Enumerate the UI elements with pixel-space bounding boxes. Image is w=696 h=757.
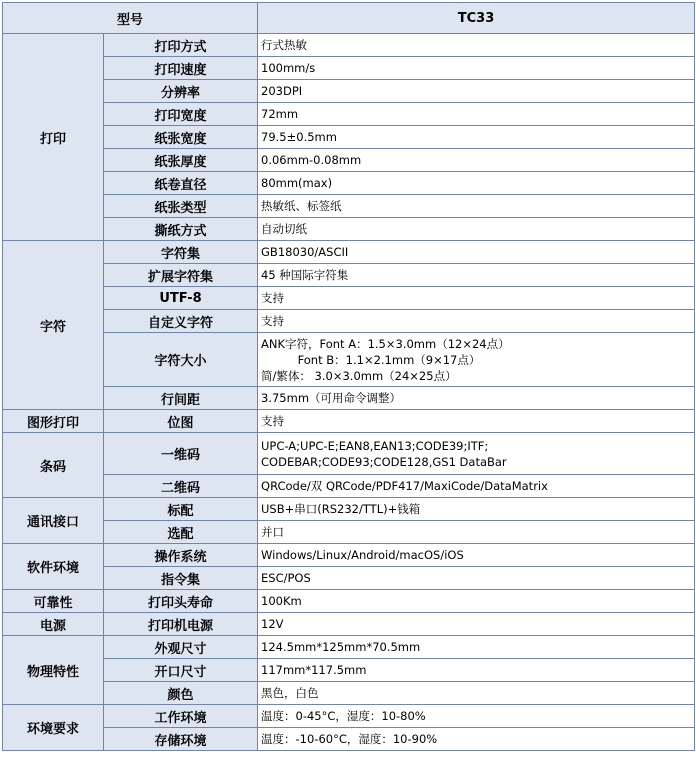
spec-table xyxy=(2,2,695,751)
value-line: ANK字符，Font A：1.5×3.0mm（12×24点） xyxy=(261,336,510,351)
table-row xyxy=(3,590,695,613)
spec-name: 一维码 xyxy=(104,433,258,475)
spec-value: 温度：0-45°C，湿度：10-80% xyxy=(258,705,695,728)
table-row xyxy=(3,544,695,567)
spec-name: 存储环境 xyxy=(104,728,258,751)
spec-name: 纸张宽度 xyxy=(104,126,258,149)
table-row xyxy=(3,218,695,241)
table-row xyxy=(3,433,695,475)
table-row xyxy=(3,287,695,310)
table-row xyxy=(3,149,695,172)
spec-name: 自定义字符 xyxy=(104,310,258,333)
spec-name: 分辨率 xyxy=(104,80,258,103)
spec-value: 自动切纸 xyxy=(258,218,695,241)
table-row xyxy=(3,172,695,195)
table-row xyxy=(3,682,695,705)
category-characters: 字符 xyxy=(3,241,104,410)
spec-value: 117mm*117.5mm xyxy=(258,659,695,682)
category-software: 软件环境 xyxy=(3,544,104,590)
value-line: CODEBAR;CODE93;CODE128,GS1 DataBar xyxy=(261,454,507,469)
spec-value: Windows/Linux/Android/macOS/iOS xyxy=(258,544,695,567)
table-row xyxy=(3,567,695,590)
spec-name: 扩展字符集 xyxy=(104,264,258,287)
spec-value: 100Km xyxy=(258,590,695,613)
spec-name: 行间距 xyxy=(104,387,258,410)
spec-name: 位图 xyxy=(104,410,258,433)
spec-value: 行式热敏 xyxy=(258,34,695,57)
table-row xyxy=(3,241,695,264)
spec-name: 选配 xyxy=(104,521,258,544)
spec-name: 二维码 xyxy=(104,475,258,498)
spec-value-multiline xyxy=(258,433,695,475)
spec-value-multiline xyxy=(258,333,695,387)
spec-value: 80mm(max) xyxy=(258,172,695,195)
spec-name: 操作系统 xyxy=(104,544,258,567)
spec-name: 打印宽度 xyxy=(104,103,258,126)
spec-name: 打印方式 xyxy=(104,34,258,57)
table-row xyxy=(3,195,695,218)
table-row xyxy=(3,34,695,57)
spec-value: QRCode/双 QRCode/PDF417/MaxiCode/DataMatrix xyxy=(258,475,695,498)
model-value: TC33 xyxy=(258,3,695,34)
table-row xyxy=(3,613,695,636)
table-row xyxy=(3,310,695,333)
spec-name: 工作环境 xyxy=(104,705,258,728)
table-row xyxy=(3,264,695,287)
spec-value: 203DPI xyxy=(258,80,695,103)
spec-name: 指令集 xyxy=(104,567,258,590)
category-print: 打印 xyxy=(3,34,104,241)
spec-value: 支持 xyxy=(258,310,695,333)
table-row xyxy=(3,659,695,682)
table-row xyxy=(3,333,695,387)
spec-value: 3.75mm（可用命令调整） xyxy=(258,387,695,410)
spec-value: 79.5±0.5mm xyxy=(258,126,695,149)
category-interface: 通讯接口 xyxy=(3,498,104,544)
spec-name: 开口尺寸 xyxy=(104,659,258,682)
spec-name: 纸张厚度 xyxy=(104,149,258,172)
table-row xyxy=(3,636,695,659)
table-row xyxy=(3,728,695,751)
spec-value: 45 种国际字符集 xyxy=(258,264,695,287)
spec-name: 纸卷直径 xyxy=(104,172,258,195)
spec-value: 100mm/s xyxy=(258,57,695,80)
category-graphics: 图形打印 xyxy=(3,410,104,433)
spec-name: 外观尺寸 xyxy=(104,636,258,659)
category-physical: 物理特性 xyxy=(3,636,104,705)
spec-name: 字符大小 xyxy=(104,333,258,387)
table-row xyxy=(3,387,695,410)
table-row xyxy=(3,126,695,149)
value-line: UPC-A;UPC-E;EAN8,EAN13;CODE39;ITF; xyxy=(261,438,489,453)
spec-name: 撕纸方式 xyxy=(104,218,258,241)
category-reliability: 可靠性 xyxy=(3,590,104,613)
spec-value: 0.06mm-0.08mm xyxy=(258,149,695,172)
category-power: 电源 xyxy=(3,613,104,636)
table-row xyxy=(3,103,695,126)
spec-name: UTF-8 xyxy=(104,287,258,310)
spec-name: 打印头寿命 xyxy=(104,590,258,613)
table-row xyxy=(3,498,695,521)
table-header-row xyxy=(3,3,695,34)
table-row xyxy=(3,57,695,80)
category-barcode: 条码 xyxy=(3,433,104,498)
spec-value: ESC/POS xyxy=(258,567,695,590)
value-line: Font B：1.1×2.1mm（9×17点） xyxy=(261,352,481,367)
table-row xyxy=(3,705,695,728)
spec-value: 黑色，白色 xyxy=(258,682,695,705)
table-row xyxy=(3,80,695,103)
spec-value: USB+串口(RS232/TTL)+钱箱 xyxy=(258,498,695,521)
spec-value: 72mm xyxy=(258,103,695,126)
spec-name: 字符集 xyxy=(104,241,258,264)
spec-name: 打印速度 xyxy=(104,57,258,80)
model-label: 型号 xyxy=(3,3,258,34)
spec-name: 纸张类型 xyxy=(104,195,258,218)
spec-value: 12V xyxy=(258,613,695,636)
spec-value: 温度：-10-60°C，湿度：10-90% xyxy=(258,728,695,751)
table-row xyxy=(3,475,695,498)
table-row xyxy=(3,410,695,433)
spec-value: 并口 xyxy=(258,521,695,544)
spec-value: GB18030/ASCII xyxy=(258,241,695,264)
spec-value: 支持 xyxy=(258,410,695,433)
spec-value: 热敏纸、标签纸 xyxy=(258,195,695,218)
category-environment: 环境要求 xyxy=(3,705,104,751)
spec-value: 124.5mm*125mm*70.5mm xyxy=(258,636,695,659)
spec-name: 打印机电源 xyxy=(104,613,258,636)
spec-name: 颜色 xyxy=(104,682,258,705)
value-line: 简/繁体： 3.0×3.0mm（24×25点） xyxy=(261,368,457,383)
spec-value: 支持 xyxy=(258,287,695,310)
spec-name: 标配 xyxy=(104,498,258,521)
table-row xyxy=(3,521,695,544)
